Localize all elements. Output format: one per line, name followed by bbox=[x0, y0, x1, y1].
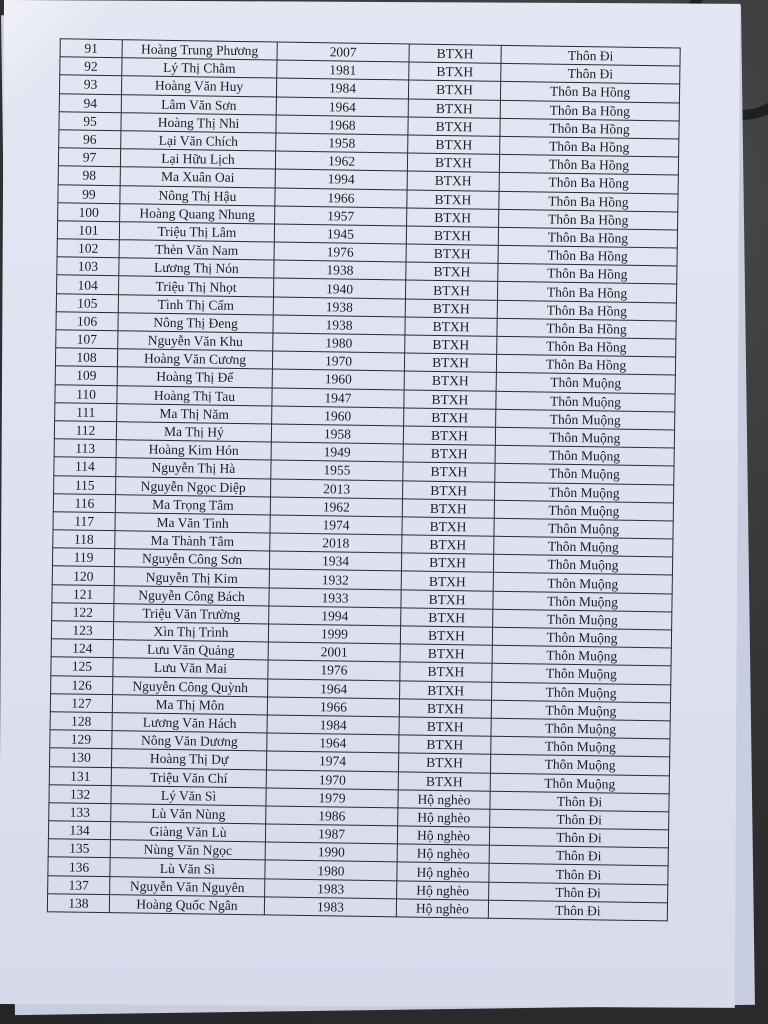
birth-year-cell: 1986 bbox=[266, 806, 398, 826]
village-cell: Thôn Đi bbox=[489, 864, 668, 885]
birth-year-cell: 1984 bbox=[267, 715, 399, 735]
full-name-cell: Lại Hữu Lịch bbox=[120, 149, 275, 169]
full-name-cell: Ma Thị Môn bbox=[112, 694, 267, 714]
birth-year-cell: 1955 bbox=[271, 460, 403, 480]
birth-year-cell: 1976 bbox=[268, 660, 400, 680]
village-cell: Thôn Đi bbox=[501, 45, 680, 66]
full-name-cell: Lâm Văn Sơn bbox=[121, 94, 276, 114]
category-cell: BTXH bbox=[400, 626, 492, 646]
row-number-cell: 122 bbox=[52, 603, 114, 622]
full-name-cell: Ma Thành Tâm bbox=[115, 531, 270, 551]
village-cell: Thôn Đi bbox=[489, 827, 668, 848]
category-cell: BTXH bbox=[398, 771, 490, 791]
birth-year-cell: 1945 bbox=[274, 224, 406, 244]
birth-year-cell: 1960 bbox=[272, 369, 404, 389]
category-cell: BTXH bbox=[401, 571, 493, 591]
row-number-cell: 137 bbox=[48, 875, 110, 894]
birth-year-cell: 1947 bbox=[272, 388, 404, 408]
category-cell: BTXH bbox=[402, 535, 494, 555]
birth-year-cell: 1938 bbox=[274, 260, 406, 280]
village-cell: Thôn Muộng bbox=[496, 391, 675, 412]
row-number-cell: 105 bbox=[56, 293, 118, 312]
birth-year-cell: 1990 bbox=[265, 842, 397, 862]
row-number-cell: 97 bbox=[58, 148, 120, 167]
full-name-cell: Nông Văn Dương bbox=[112, 731, 267, 751]
row-number-cell: 112 bbox=[54, 421, 116, 440]
full-name-cell: Triệu Văn Chí bbox=[111, 767, 266, 787]
birth-year-cell: 1974 bbox=[270, 515, 402, 535]
village-cell: Thôn Muộng bbox=[496, 409, 675, 430]
row-number-cell: 121 bbox=[52, 584, 114, 603]
birth-year-cell: 1981 bbox=[277, 60, 409, 80]
full-name-cell: Lưu Văn Mai bbox=[113, 658, 268, 678]
category-cell: BTXH bbox=[409, 44, 501, 64]
birth-year-cell: 1980 bbox=[265, 860, 397, 880]
village-cell: Thôn Ba Hồng bbox=[496, 354, 675, 375]
row-number-cell: 117 bbox=[53, 512, 115, 531]
category-cell: BTXH bbox=[398, 753, 490, 773]
full-name-cell: Ma Văn Tình bbox=[115, 513, 270, 533]
full-name-cell: Lại Văn Chích bbox=[121, 131, 276, 151]
row-number-cell: 108 bbox=[55, 348, 117, 367]
row-number-cell: 134 bbox=[48, 821, 110, 840]
village-cell: Thôn Muộng bbox=[494, 536, 673, 557]
village-cell: Thôn Muộng bbox=[491, 718, 670, 739]
village-cell: Thôn Đi bbox=[489, 882, 668, 903]
village-cell: Thôn Muộng bbox=[494, 482, 673, 503]
category-cell: Hộ nghèo bbox=[396, 899, 488, 919]
village-cell: Thôn Ba Hồng bbox=[498, 264, 677, 285]
village-cell: Thôn Ba Hồng bbox=[497, 282, 676, 303]
full-name-cell: Nông Thị Hậu bbox=[120, 185, 275, 205]
category-cell: BTXH bbox=[401, 608, 493, 628]
village-cell: Thôn Muộng bbox=[493, 555, 672, 576]
birth-year-cell: 1964 bbox=[276, 97, 408, 117]
category-cell: BTXH bbox=[404, 390, 496, 410]
village-cell: Thôn Ba Hồng bbox=[499, 154, 678, 175]
birth-year-cell: 2013 bbox=[271, 478, 403, 498]
village-cell: Thôn Muộng bbox=[492, 664, 671, 685]
category-cell: BTXH bbox=[401, 553, 493, 573]
birth-year-cell: 1966 bbox=[275, 188, 407, 208]
category-cell: BTXH bbox=[403, 480, 495, 500]
village-cell: Thôn Muộng bbox=[495, 445, 674, 466]
full-name-cell: Hoàng Văn Huy bbox=[121, 76, 276, 96]
row-number-cell: 133 bbox=[49, 803, 111, 822]
full-name-cell: Ma Xuân Oai bbox=[120, 167, 275, 187]
full-name-cell: Lương Thị Nón bbox=[119, 258, 274, 278]
full-name-cell: Lý Thị Chằm bbox=[122, 58, 277, 78]
category-cell: BTXH bbox=[400, 644, 492, 664]
village-cell: Thôn Ba Hồng bbox=[499, 173, 678, 194]
category-cell: BTXH bbox=[404, 371, 496, 391]
birth-year-cell: 1974 bbox=[266, 751, 398, 771]
birth-year-cell: 1964 bbox=[267, 733, 399, 753]
village-cell: Thôn Muộng bbox=[496, 373, 675, 394]
category-cell: BTXH bbox=[406, 244, 498, 264]
village-cell: Thôn Muộng bbox=[495, 464, 674, 485]
birth-year-cell: 1966 bbox=[267, 697, 399, 717]
birth-year-cell: 1980 bbox=[273, 333, 405, 353]
village-cell: Thôn Ba Hồng bbox=[500, 136, 679, 157]
full-name-cell: Triệu Thị Lâm bbox=[119, 222, 274, 242]
row-number-cell: 103 bbox=[57, 257, 119, 276]
row-number-cell: 131 bbox=[49, 766, 111, 785]
category-cell: Hộ nghèo bbox=[398, 808, 490, 828]
full-name-cell: Hoàng Thị Đế bbox=[117, 367, 272, 387]
category-cell: BTXH bbox=[403, 426, 495, 446]
full-name-cell: Hoàng Kim Hón bbox=[116, 440, 271, 460]
category-cell: BTXH bbox=[409, 62, 501, 82]
full-name-cell: Lý Văn Sì bbox=[111, 785, 266, 805]
birth-year-cell: 1964 bbox=[268, 679, 400, 699]
row-number-cell: 92 bbox=[60, 57, 122, 76]
birth-year-cell: 1933 bbox=[269, 588, 401, 608]
row-number-cell: 132 bbox=[49, 784, 111, 803]
row-number-cell: 115 bbox=[54, 475, 116, 494]
category-cell: Hộ nghèo bbox=[398, 790, 490, 810]
village-cell: Thôn Ba Hồng bbox=[498, 227, 677, 248]
birth-year-cell: 1979 bbox=[266, 788, 398, 808]
village-cell: Thôn Muộng bbox=[493, 609, 672, 630]
full-name-cell: Triệu Văn Trường bbox=[114, 603, 269, 623]
category-cell: BTXH bbox=[399, 717, 491, 737]
row-number-cell: 124 bbox=[51, 639, 113, 658]
row-number-cell: 107 bbox=[56, 330, 118, 349]
birth-year-cell: 1949 bbox=[271, 442, 403, 462]
birth-year-cell: 1994 bbox=[275, 169, 407, 189]
village-cell: Thôn Đi bbox=[489, 846, 668, 867]
row-number-cell: 126 bbox=[51, 675, 113, 694]
category-cell: BTXH bbox=[405, 317, 497, 337]
birth-year-cell: 1938 bbox=[273, 315, 405, 335]
birth-year-cell: 2018 bbox=[270, 533, 402, 553]
village-cell: Thôn Muộng bbox=[491, 700, 670, 721]
full-name-cell: Nguyễn Thị Hà bbox=[116, 458, 271, 478]
full-name-cell: Hoàng Thị Nhi bbox=[121, 112, 276, 132]
category-cell: Hộ nghèo bbox=[397, 844, 489, 864]
village-cell: Thôn Ba Hồng bbox=[499, 209, 678, 230]
village-cell: Thôn Muộng bbox=[493, 573, 672, 594]
category-cell: BTXH bbox=[408, 80, 500, 100]
full-name-cell: Nguyễn Văn Khu bbox=[118, 331, 273, 351]
birth-year-cell: 1960 bbox=[272, 406, 404, 426]
beneficiary-table bbox=[47, 38, 681, 921]
village-cell: Thôn Muộng bbox=[490, 773, 669, 794]
full-name-cell: Nguyễn Văn Nguyên bbox=[110, 876, 265, 896]
category-cell: BTXH bbox=[405, 280, 497, 300]
village-cell: Thôn Ba Hồng bbox=[500, 100, 679, 121]
village-cell: Thôn Ba Hồng bbox=[499, 191, 678, 212]
row-number-cell: 119 bbox=[52, 548, 114, 567]
row-number-cell: 136 bbox=[48, 857, 110, 876]
birth-year-cell: 2001 bbox=[268, 642, 400, 662]
category-cell: BTXH bbox=[408, 117, 500, 137]
village-cell: Thôn Ba Hồng bbox=[500, 118, 679, 139]
birth-year-cell: 1962 bbox=[275, 151, 407, 171]
category-cell: BTXH bbox=[403, 444, 495, 464]
row-number-cell: 114 bbox=[54, 457, 116, 476]
row-number-cell: 106 bbox=[56, 312, 118, 331]
category-cell: BTXH bbox=[408, 99, 500, 119]
category-cell: BTXH bbox=[404, 408, 496, 428]
category-cell: BTXH bbox=[404, 353, 496, 373]
full-name-cell: Nguyễn Ngọc Diệp bbox=[116, 476, 271, 496]
village-cell: Thôn Ba Hồng bbox=[498, 245, 677, 266]
full-name-cell: Hoàng Văn Cương bbox=[117, 349, 272, 369]
birth-year-cell: 2007 bbox=[277, 42, 409, 62]
row-number-cell: 113 bbox=[54, 439, 116, 458]
full-name-cell: Nguyễn Công Quỳnh bbox=[113, 676, 268, 696]
category-cell: BTXH bbox=[407, 153, 499, 173]
village-cell: Thôn Muộng bbox=[494, 500, 673, 521]
full-name-cell: Hoàng Thị Tau bbox=[117, 385, 272, 405]
village-cell: Thôn Đi bbox=[488, 900, 667, 921]
full-name-cell: Hoàng Quang Nhung bbox=[120, 203, 275, 223]
village-cell: Thôn Muộng bbox=[492, 627, 671, 648]
row-number-cell: 94 bbox=[59, 93, 121, 112]
village-cell: Thôn Đi bbox=[501, 64, 680, 85]
category-cell: BTXH bbox=[407, 208, 499, 228]
village-cell: Thôn Đi bbox=[490, 791, 669, 812]
row-number-cell: 127 bbox=[50, 693, 112, 712]
row-number-cell: 125 bbox=[51, 657, 113, 676]
full-name-cell: Xìn Thị Trình bbox=[113, 622, 268, 642]
category-cell: Hộ nghèo bbox=[397, 881, 489, 901]
category-cell: BTXH bbox=[402, 517, 494, 537]
birth-year-cell: 1970 bbox=[272, 351, 404, 371]
row-number-cell: 135 bbox=[48, 839, 110, 858]
row-number-cell: 91 bbox=[60, 39, 122, 58]
category-cell: BTXH bbox=[401, 590, 493, 610]
row-number-cell: 100 bbox=[58, 202, 120, 221]
village-cell: Thôn Ba Hồng bbox=[497, 300, 676, 321]
birth-year-cell: 1987 bbox=[265, 824, 397, 844]
full-name-cell: Triệu Thị Nhọt bbox=[119, 276, 274, 296]
category-cell: BTXH bbox=[405, 299, 497, 319]
row-number-cell: 128 bbox=[50, 712, 112, 731]
village-cell: Thôn Muộng bbox=[493, 591, 672, 612]
category-cell: BTXH bbox=[406, 226, 498, 246]
birth-year-cell: 1968 bbox=[276, 115, 408, 135]
row-number-cell: 101 bbox=[57, 221, 119, 240]
village-cell: Thôn Ba Hồng bbox=[500, 82, 679, 103]
birth-year-cell: 1984 bbox=[276, 78, 408, 98]
row-number-cell: 130 bbox=[50, 748, 112, 767]
row-number-cell: 102 bbox=[57, 239, 119, 258]
full-name-cell: Nùng Văn Ngọc bbox=[110, 840, 265, 860]
village-cell: Thôn Đi bbox=[490, 809, 669, 830]
category-cell: BTXH bbox=[407, 189, 499, 209]
full-name-cell: Hoàng Thị Dự bbox=[111, 749, 266, 769]
village-cell: Thôn Muộng bbox=[494, 518, 673, 539]
category-cell: BTXH bbox=[405, 335, 497, 355]
row-number-cell: 99 bbox=[58, 184, 120, 203]
row-number-cell: 93 bbox=[59, 75, 121, 94]
birth-year-cell: 1958 bbox=[276, 133, 408, 153]
category-cell: BTXH bbox=[400, 662, 492, 682]
category-cell: BTXH bbox=[399, 735, 491, 755]
full-name-cell: Ma Thị Hý bbox=[116, 422, 271, 442]
category-cell: BTXH bbox=[408, 135, 500, 155]
category-cell: Hộ nghèo bbox=[397, 826, 489, 846]
row-number-cell: 129 bbox=[50, 730, 112, 749]
category-cell: BTXH bbox=[402, 499, 494, 519]
birth-year-cell: 1957 bbox=[275, 206, 407, 226]
birth-year-cell: 1983 bbox=[265, 879, 397, 899]
full-name-cell: Tình Thị Cấm bbox=[118, 294, 273, 314]
full-name-cell: Lương Văn Hách bbox=[112, 713, 267, 733]
row-number-cell: 111 bbox=[55, 403, 117, 422]
birth-year-cell: 1958 bbox=[271, 424, 403, 444]
category-cell: BTXH bbox=[403, 462, 495, 482]
village-cell: Thôn Muộng bbox=[490, 755, 669, 776]
full-name-cell: Lưu Văn Quảng bbox=[113, 640, 268, 660]
village-cell: Thôn Muộng bbox=[492, 682, 671, 703]
full-name-cell: Ma Thị Năm bbox=[117, 403, 272, 423]
full-name-cell: Hoàng Trung Phương bbox=[122, 40, 277, 60]
birth-year-cell: 1962 bbox=[270, 497, 402, 517]
village-cell: Thôn Muộng bbox=[491, 736, 670, 757]
full-name-cell: Giàng Văn Lù bbox=[110, 822, 265, 842]
village-cell: Thôn Muộng bbox=[495, 427, 674, 448]
row-number-cell: 116 bbox=[53, 493, 115, 512]
table-body bbox=[47, 39, 680, 921]
birth-year-cell: 1932 bbox=[269, 569, 401, 589]
row-number-cell: 123 bbox=[51, 621, 113, 640]
village-cell: Thôn Ba Hồng bbox=[497, 336, 676, 357]
birth-year-cell: 1983 bbox=[264, 897, 396, 917]
village-cell: Thôn Ba Hồng bbox=[497, 318, 676, 339]
category-cell: Hộ nghèo bbox=[397, 862, 489, 882]
row-number-cell: 104 bbox=[57, 275, 119, 294]
full-name-cell: Thèn Văn Nam bbox=[119, 240, 274, 260]
row-number-cell: 138 bbox=[47, 894, 109, 913]
birth-year-cell: 1940 bbox=[273, 278, 405, 298]
birth-year-cell: 1934 bbox=[269, 551, 401, 571]
full-name-cell: Lù Văn Sì bbox=[110, 858, 265, 878]
row-number-cell: 95 bbox=[59, 112, 121, 131]
category-cell: BTXH bbox=[407, 171, 499, 191]
row-number-cell: 98 bbox=[58, 166, 120, 185]
row-number-cell: 110 bbox=[55, 384, 117, 403]
birth-year-cell: 1994 bbox=[269, 606, 401, 626]
village-cell: Thôn Muộng bbox=[492, 645, 671, 666]
birth-year-cell: 1970 bbox=[266, 769, 398, 789]
full-name-cell: Nguyễn Công Bách bbox=[114, 585, 269, 605]
category-cell: BTXH bbox=[400, 680, 492, 700]
row-number-cell: 109 bbox=[55, 366, 117, 385]
birth-year-cell: 1976 bbox=[274, 242, 406, 262]
full-name-cell: Nguyễn Thị Kim bbox=[114, 567, 269, 587]
full-name-cell: Lù Văn Nùng bbox=[111, 804, 266, 824]
row-number-cell: 118 bbox=[53, 530, 115, 549]
full-name-cell: Nguyễn Công Sơn bbox=[114, 549, 269, 569]
full-name-cell: Hoàng Quốc Ngân bbox=[109, 894, 264, 914]
full-name-cell: Ma Trọng Tâm bbox=[115, 494, 270, 514]
category-cell: BTXH bbox=[406, 262, 498, 282]
full-name-cell: Nông Thị Đeng bbox=[118, 313, 273, 333]
row-number-cell: 120 bbox=[52, 566, 114, 585]
category-cell: BTXH bbox=[399, 699, 491, 719]
birth-year-cell: 1999 bbox=[268, 624, 400, 644]
birth-year-cell: 1938 bbox=[273, 297, 405, 317]
row-number-cell: 96 bbox=[59, 130, 121, 149]
